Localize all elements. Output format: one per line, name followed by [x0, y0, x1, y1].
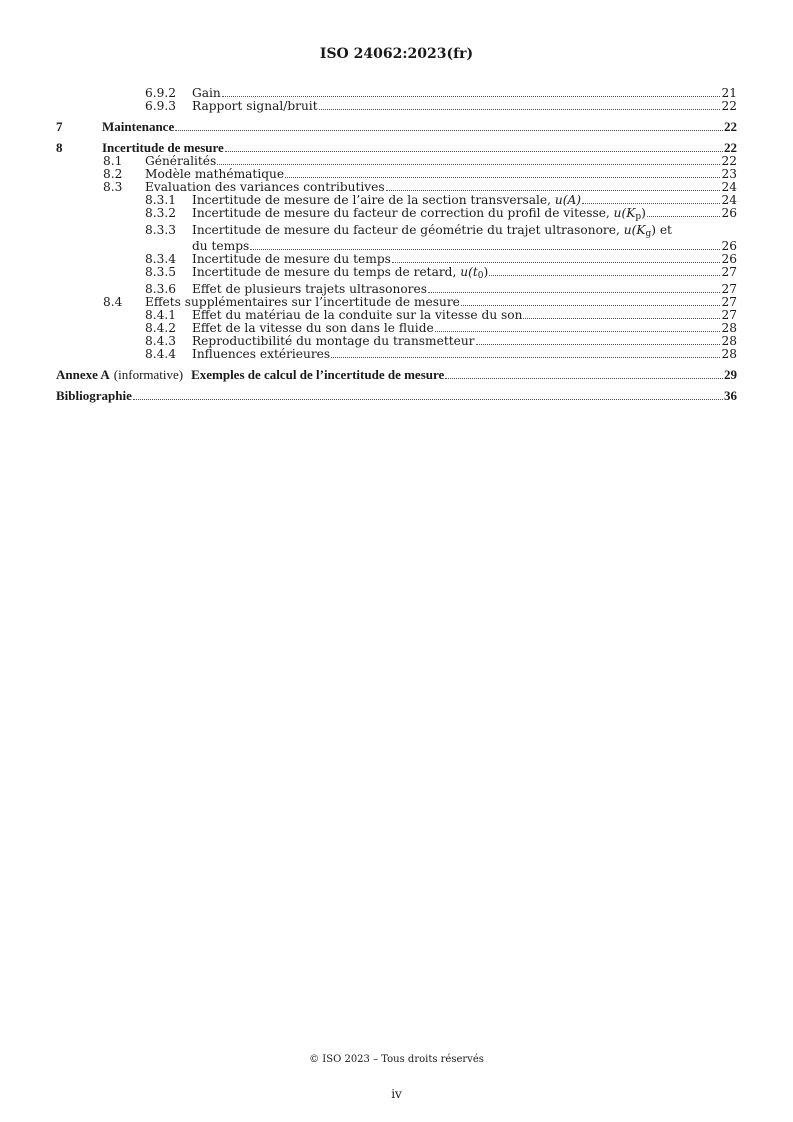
annex-type: (informative)	[113, 369, 184, 382]
table-of-contents	[56, 87, 737, 403]
math-subscript: g	[645, 228, 652, 239]
toc-number: 7	[56, 119, 63, 134]
toc-page: 36	[724, 388, 737, 404]
math-symbol: u(t	[460, 266, 478, 280]
toc-title: Maintenance	[102, 121, 175, 134]
toc-title	[192, 194, 581, 207]
dot-leader	[386, 190, 721, 191]
toc-title: Modèle mathématique	[145, 168, 285, 181]
dot-leader	[523, 318, 720, 319]
dot-leader	[285, 177, 720, 178]
toc-title: Effet de plusieurs trajets ultrasonores	[192, 283, 427, 296]
toc-title: Incertitude de mesure du temps	[192, 253, 391, 267]
toc-entry-8-3-3[interactable]	[56, 224, 737, 254]
toc-title-line1	[192, 224, 737, 241]
toc-title	[192, 207, 646, 224]
math-symbol: u(K	[613, 207, 636, 220]
toc-page: 22	[724, 119, 737, 134]
dot-leader	[445, 378, 723, 379]
toc-title-text: Incertitude de mesure du facteur de géométrie du trajet ultrasonore,	[192, 222, 624, 237]
toc-title: Reproductibilité du montage du transmetteur	[192, 335, 475, 348]
toc-title-line2-row	[192, 240, 737, 253]
math-close: )	[641, 207, 646, 220]
toc-title: Bibliographie	[56, 390, 132, 403]
toc-entry-8-1[interactable]	[56, 155, 737, 168]
toc-title: Rapport signal/bruit	[192, 100, 318, 113]
toc-number: 8.4.2	[145, 321, 177, 336]
toc-page: 27	[721, 295, 737, 310]
toc-entry-6-9-3[interactable]	[56, 100, 737, 113]
math-symbol: u(K	[623, 222, 646, 237]
dot-leader	[319, 109, 721, 110]
copyright-notice: © ISO 2023 – Tous droits réservés	[309, 1054, 484, 1065]
toc-page: 28	[721, 347, 737, 362]
annex-title: Exemples de calcul de l’incertitude de mesure	[191, 369, 445, 382]
dot-leader	[647, 216, 721, 217]
toc-page: 27	[721, 308, 737, 323]
dot-leader	[489, 275, 720, 276]
dot-leader	[225, 151, 723, 152]
toc-page: 24	[721, 180, 737, 194]
dot-leader	[392, 262, 721, 263]
toc-title: Influences extérieures	[192, 348, 331, 361]
toc-number: 8.3.1	[145, 193, 177, 207]
toc-title	[56, 369, 444, 382]
toc-number: 8.3.5	[145, 265, 177, 280]
toc-entry-annex-a[interactable]	[56, 369, 737, 382]
toc-entry-8-2[interactable]	[56, 168, 737, 181]
toc-page: 28	[721, 321, 737, 336]
toc-title: Évaluation des variances contributives	[145, 181, 385, 194]
toc-page: 23	[721, 167, 737, 181]
toc-number: 8.4.3	[145, 334, 177, 349]
dot-leader	[250, 249, 720, 250]
toc-entry-8[interactable]	[56, 142, 737, 155]
toc-title-tail: et	[655, 222, 672, 237]
toc-number: 8.2	[103, 167, 123, 181]
toc-number: 8.4.1	[145, 308, 177, 323]
dot-leader	[217, 164, 720, 165]
toc-entry-8-3-5[interactable]	[56, 266, 737, 283]
dot-leader	[222, 96, 721, 97]
toc-title-text: Incertitude de mesure de l’aire de la section transversale,	[192, 194, 555, 207]
toc-page: 22	[721, 154, 737, 168]
toc-title-text: Incertitude de mesure du temps de retard,	[192, 266, 461, 280]
dot-leader	[461, 305, 721, 306]
toc-page: 26	[721, 252, 737, 267]
toc-number: 8.3.4	[145, 252, 177, 267]
toc-title: Effets supplémentaires sur l’incertitude de mesure	[145, 296, 460, 309]
toc-number: 8.3.6	[145, 282, 177, 297]
math-subscript: 0	[477, 271, 484, 282]
dot-leader	[428, 292, 721, 293]
math-symbol: u(A)	[554, 194, 582, 207]
toc-entry-8-4-4[interactable]	[56, 348, 737, 361]
toc-number: 8.3.3	[145, 222, 177, 237]
math-close: )	[483, 266, 489, 280]
toc-entry-8-3-2[interactable]	[56, 207, 737, 224]
toc-title-text: Incertitude de mesure du facteur de correction du profil de vitesse,	[192, 207, 614, 220]
toc-number: 8.3.2	[145, 206, 177, 220]
toc-page: 26	[721, 239, 737, 254]
toc-number: 8.4.4	[145, 347, 177, 362]
toc-number: 6.9.2	[145, 86, 177, 100]
toc-number: 8.4	[103, 295, 123, 310]
toc-number: 8	[56, 140, 63, 155]
toc-page: 22	[724, 140, 737, 155]
toc-page: 22	[721, 99, 737, 113]
toc-page: 21	[721, 86, 737, 100]
toc-title	[192, 266, 488, 283]
dot-leader	[582, 203, 720, 204]
toc-page: 27	[721, 282, 737, 297]
dot-leader	[476, 344, 721, 345]
toc-title: Gain	[192, 87, 221, 100]
toc-page: 26	[721, 206, 737, 220]
annex-label: Annexe A	[56, 369, 110, 382]
toc-number: 8.1	[103, 154, 123, 168]
toc-title: Incertitude de mesure	[102, 142, 224, 155]
dot-leader	[435, 331, 721, 332]
math-close: )	[651, 222, 656, 237]
dot-leader	[175, 130, 723, 131]
toc-title: Effet du matériau de la conduite sur la vitesse du son	[192, 309, 523, 322]
toc-title-line2: du temps	[192, 239, 250, 254]
toc-entry-7[interactable]	[56, 121, 737, 134]
toc-page: 24	[721, 193, 737, 207]
toc-page: 27	[721, 265, 737, 280]
dot-leader	[331, 357, 720, 358]
toc-page: 28	[721, 334, 737, 349]
toc-title: Généralités	[145, 155, 217, 168]
toc-entry-8-3-6[interactable]	[56, 283, 737, 296]
toc-title: Effet de la vitesse du son dans le fluide	[192, 322, 434, 335]
toc-title-block	[192, 224, 737, 254]
toc-number: 6.9.3	[145, 99, 177, 113]
page-number: iv	[391, 1087, 402, 1101]
document-header: ISO 24062:2023(fr)	[319, 46, 474, 62]
toc-number: 8.3	[103, 180, 123, 194]
toc-page: 29	[724, 367, 737, 383]
toc-entry-bibliographie[interactable]	[56, 390, 737, 403]
dot-leader	[133, 399, 723, 400]
math-subscript: p	[635, 212, 642, 222]
